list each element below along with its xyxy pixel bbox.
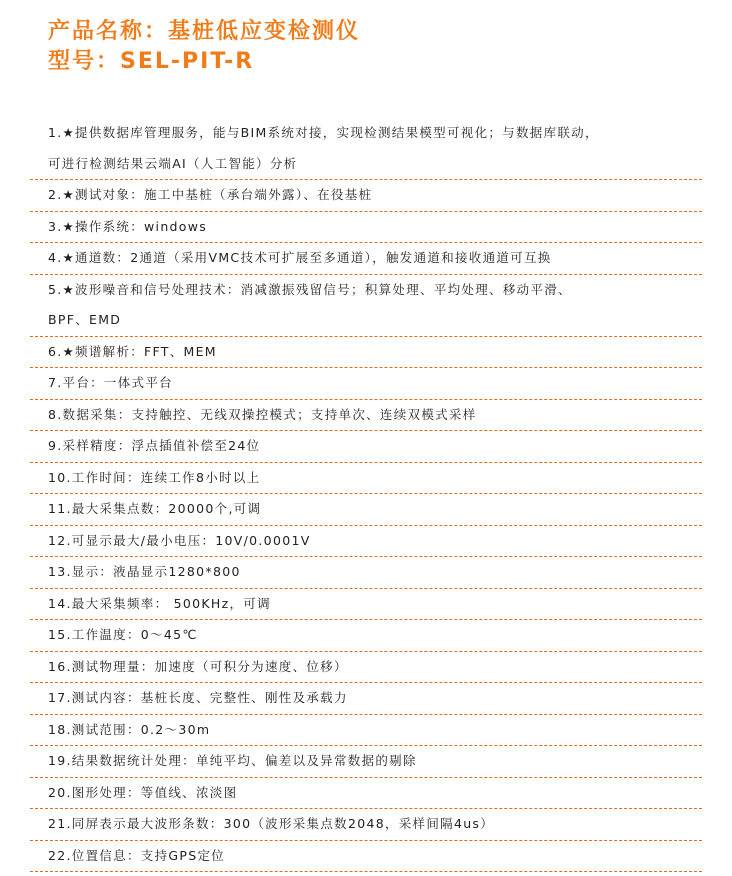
spec-item-22 [30,841,702,873]
product-name-title: 产品名称：基桩低应变检测仪 [48,19,361,44]
spec-item-2 [30,180,702,212]
spec-item-1-line-1: 1.★提供数据库管理服务，能与BIM系统对接，实现检测结果模型可视化；与数据库联动， [48,125,599,140]
spec-item-12-line-1: 12.可显示最大/最小电压：10V/0.0001V [48,532,311,548]
spec-item-4 [30,243,702,275]
model-number-title: 型号：SEL-PIT-R [48,49,255,74]
spec-item-7-line-1: 7.平台：一体式平台 [48,375,173,390]
spec-item-13 [30,557,702,589]
spec-item-16-line-1: 16.测试物理量：加速度（可积分为速度、位移） [48,658,348,674]
spec-item-11-line-1: 11.最大采集点数：20000个,可调 [48,501,262,516]
spec-item-3-line-1: 3.★操作系统：windows [48,218,208,234]
spec-item-20 [30,778,702,810]
spec-item-1-line-2: 可进行检测结果云端AI（人工智能）分析 [48,155,298,171]
spec-item-3 [30,212,702,244]
spec-item-8 [30,400,702,432]
spec-item-12 [30,526,702,558]
spec-item-14-line-1: 14.最大采集频率： 500KHz，可调 [48,595,271,611]
spec-item-9-line-1: 9.采样精度：浮点插值补偿至24位 [48,438,261,453]
spec-item-1 [30,118,702,180]
spec-item-4-line-1: 4.★通道数：2通道（采用VMC技术可扩展至多通道），触发通道和接收通道可互换 [48,250,552,265]
spec-item-20-line-1: 20.图形处理：等值线、浓淡图 [48,784,238,800]
spec-item-18-line-1: 18.测试范围：0.2～30m [48,721,211,737]
spec-item-6 [30,337,702,369]
spec-item-7 [30,368,702,400]
spec-list [30,118,702,872]
spec-item-5-line-2: BPF、EMD [48,312,122,327]
spec-item-22-line-1: 22.位置信息：支持GPS定位 [48,847,226,863]
spec-item-19-line-1: 19.结果数据统计处理：单纯平均、偏差以及异常数据的剔除 [48,753,417,768]
spec-item-17 [30,683,702,715]
spec-item-2-line-1: 2.★测试对象：施工中基桩（承台端外露）、在役基桩 [48,187,373,202]
spec-item-6-line-1: 6.★频谱解析：FFT、MEM [48,343,217,359]
spec-item-15 [30,620,702,652]
spec-item-9 [30,431,702,463]
spec-item-21-line-1: 21.同屏表示最大波形条数：300（波形采集点数2048，采样间隔4us） [48,816,495,831]
spec-item-13-line-1: 13.显示：液晶显示1280*800 [48,564,241,579]
spec-item-8-line-1: 8.数据采集：支持触控、无线双操控模式；支持单次、连续双模式采样 [48,406,477,422]
spec-item-5 [30,275,702,337]
spec-item-19 [30,746,702,778]
spec-item-10-line-1: 10.工作时间：连续工作8小时以上 [48,469,261,485]
spec-item-17-line-1: 17.测试内容：基桩长度、完整性、刚性及承载力 [48,690,348,705]
spec-item-15-line-1: 15.工作温度：0～45℃ [48,627,198,642]
spec-item-21 [30,809,702,841]
spec-item-14 [30,589,702,621]
spec-item-11 [30,494,702,526]
spec-item-18 [30,715,702,747]
spec-item-10 [30,463,702,495]
spec-item-5-line-1: 5.★波形噪音和信号处理技术：消减激振残留信号；积算处理、平均处理、移动平滑、 [48,281,572,297]
spec-item-16 [30,652,702,684]
document-header [48,18,360,76]
